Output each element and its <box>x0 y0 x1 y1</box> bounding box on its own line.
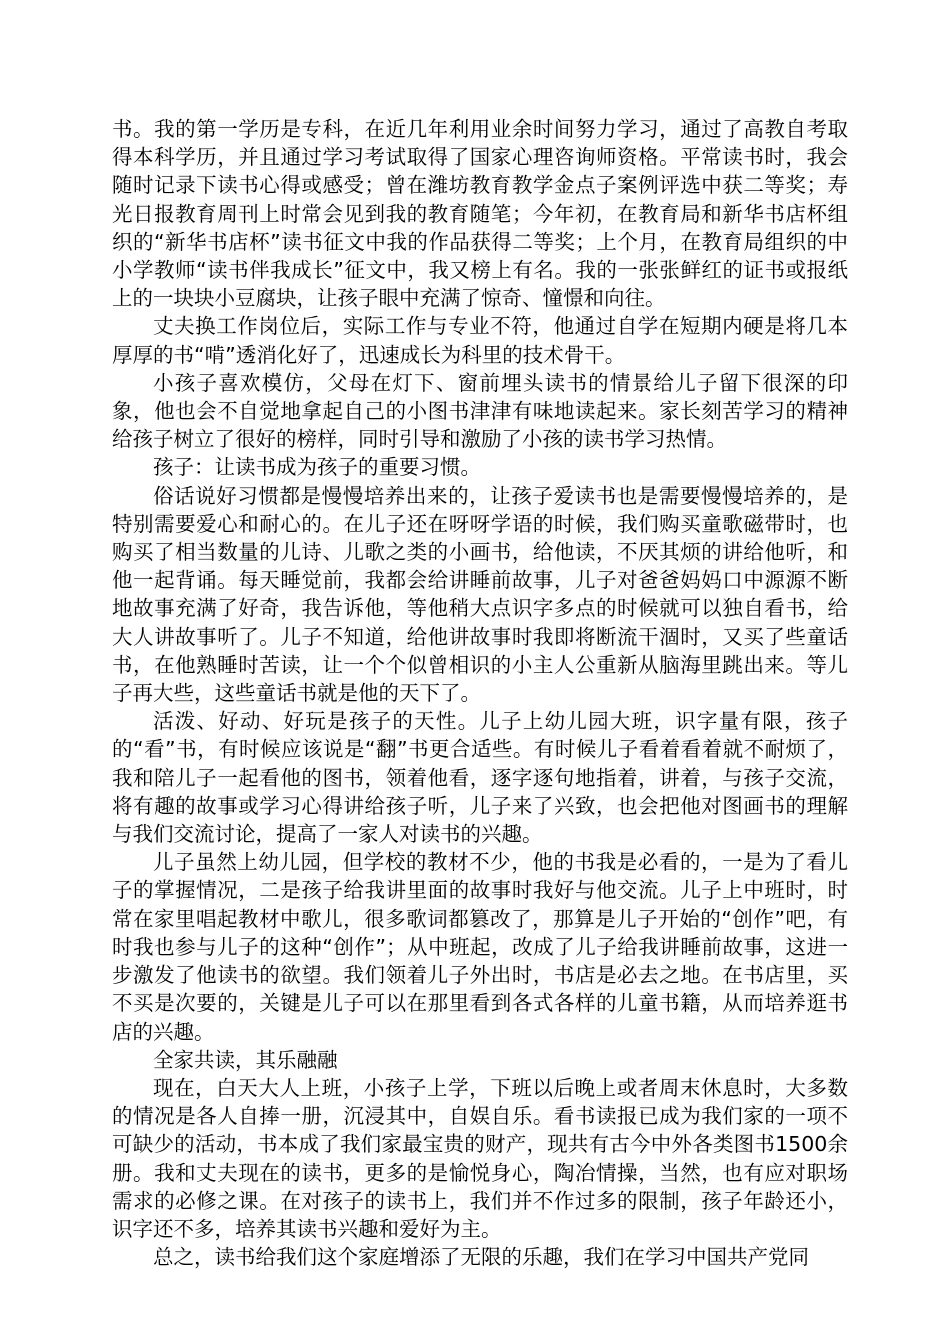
section-heading-child-habit: 孩子：让读书成为孩子的重要习惯。 <box>153 455 481 480</box>
paragraph-kindergarten: 儿子虽然上幼儿园，但学校的教材不少，他的书我是必看的，一是为了看儿子的掌握情况，二是孩子给我讲里面的故事时我好与他交流。儿子上中班时，时常在家里唱起教材中歌儿，很多歌词都篡改了，那算是儿子开始的“创作”吧，有时我也参与儿子的这种“创作”；从中班起，改成了儿子给我讲睡前故事，这进一步激发了他读书的欲望。我们领着儿子外出时，书店是必去之地。在书店里，买不买是次要的，关键是儿子可以在那里看到各式各样的儿童书籍，从而培养逛书店的兴趣。 <box>112 850 848 1044</box>
paragraph-conclusion: 总之，读书给我们这个家庭增添了无限的乐趣，我们在学习中国共产党同 <box>153 1245 809 1270</box>
section-heading-family-reading: 全家共读，其乐融融 <box>153 1047 338 1072</box>
paragraph-imitation: 小孩子喜欢模仿，父母在灯下、窗前埋头读书的情景给儿子留下很深的印象，他也会不自觉地拿起自己的小图书津津有味地读起来。家长刻苦学习的精神给孩子树立了很好的榜样，同时引导和激励了小孩的读书学习热情。 <box>112 370 848 452</box>
paragraph-lively-nature: 活泼、好动、好玩是孩子的天性。儿子上幼儿园大班，识字量有限，孩子的“看”书，有时候应该说是“翻”书更合适些。有时候儿子看着看着就不耐烦了，我和陪儿子一起看他的图书，领着他看，逐字逐句地指着，讲着，与孩子交流，将有趣的故事或学习心得讲给孩子听，儿子来了兴致，也会把他对图画书的理解与我们交流讨论，提高了一家人对读书的兴趣。 <box>112 709 848 847</box>
document-page <box>112 115 848 1271</box>
paragraph-continuation: 书。我的第一学历是专科，在近几年利用业余时间努力学习，通过了高教自考取得本科学历，并且通过学习考试取得了国家心理咨询师资格。平常读书时，我会随时记录下读书心得或感受；曾在潍坊教育教学金点子案例评选中获二等奖；寿光日报教育周刊上时常会见到我的教育随笔；今年初，在教育局和新华书店杯组织的“新华书店杯”读书征文中我的作品获得二等奖；上个月，在教育局组织的中小学教师“读书伴我成长”征文中，我又榜上有名。我的一张张鲜红的证书或报纸上的一块块小豆腐块，让孩子眼中充满了惊奇、憧憬和向往。 <box>112 117 848 311</box>
paragraph-husband: 丈夫换工作岗位后，实际工作与专业不符，他通过自学在短期内硬是将几本厚厚的书“啃”透消化好了，迅速成长为科里的技术骨干。 <box>112 314 848 367</box>
paragraph-good-habits: 俗话说好习惯都是慢慢培养出来的，让孩子爱读书也是需要慢慢培养的，是特别需要爱心和耐心的。在儿子还在呀呀学语的时候，我们购买童歌磁带时，也购买了相当数量的儿诗、儿歌之类的小画书，给他读，不厌其烦的讲给他听，和他一起背诵。每天睡觉前，我都会给讲睡前故事，儿子对爸爸妈妈口中源源不断地故事充满了好奇，我告诉他，等他稍大点识字多点的时候就可以独自看书，给大人讲故事听了。儿子不知道，给他讲故事时我即将断流干涸时，又买了些童话书，在他熟睡时苦读，让一个个似曾相识的小主人公重新从脑海里跳出来。等儿子再大些，这些童话书就是他的天下了。 <box>112 483 848 706</box>
paragraph-now: 现在，白天大人上班，小孩子上学，下班以后晚上或者周末休息时，大多数的情况是各人自捧一册，沉浸其中，自娱自乐。看书读报已成为我们家的一项不可缺少的活动，书本成了我们家最宝贵的财产，现共有古今中外各类图书1500余册。我和丈夫现在的读书，更多的是愉悦身心，陶冶情操，当然，也有应对职场需求的必修之课。在对孩子的读书上，我们并不作过多的限制，孩子年龄还小，识字还不多，培养其读书兴趣和爱好为主。 <box>112 1075 848 1241</box>
